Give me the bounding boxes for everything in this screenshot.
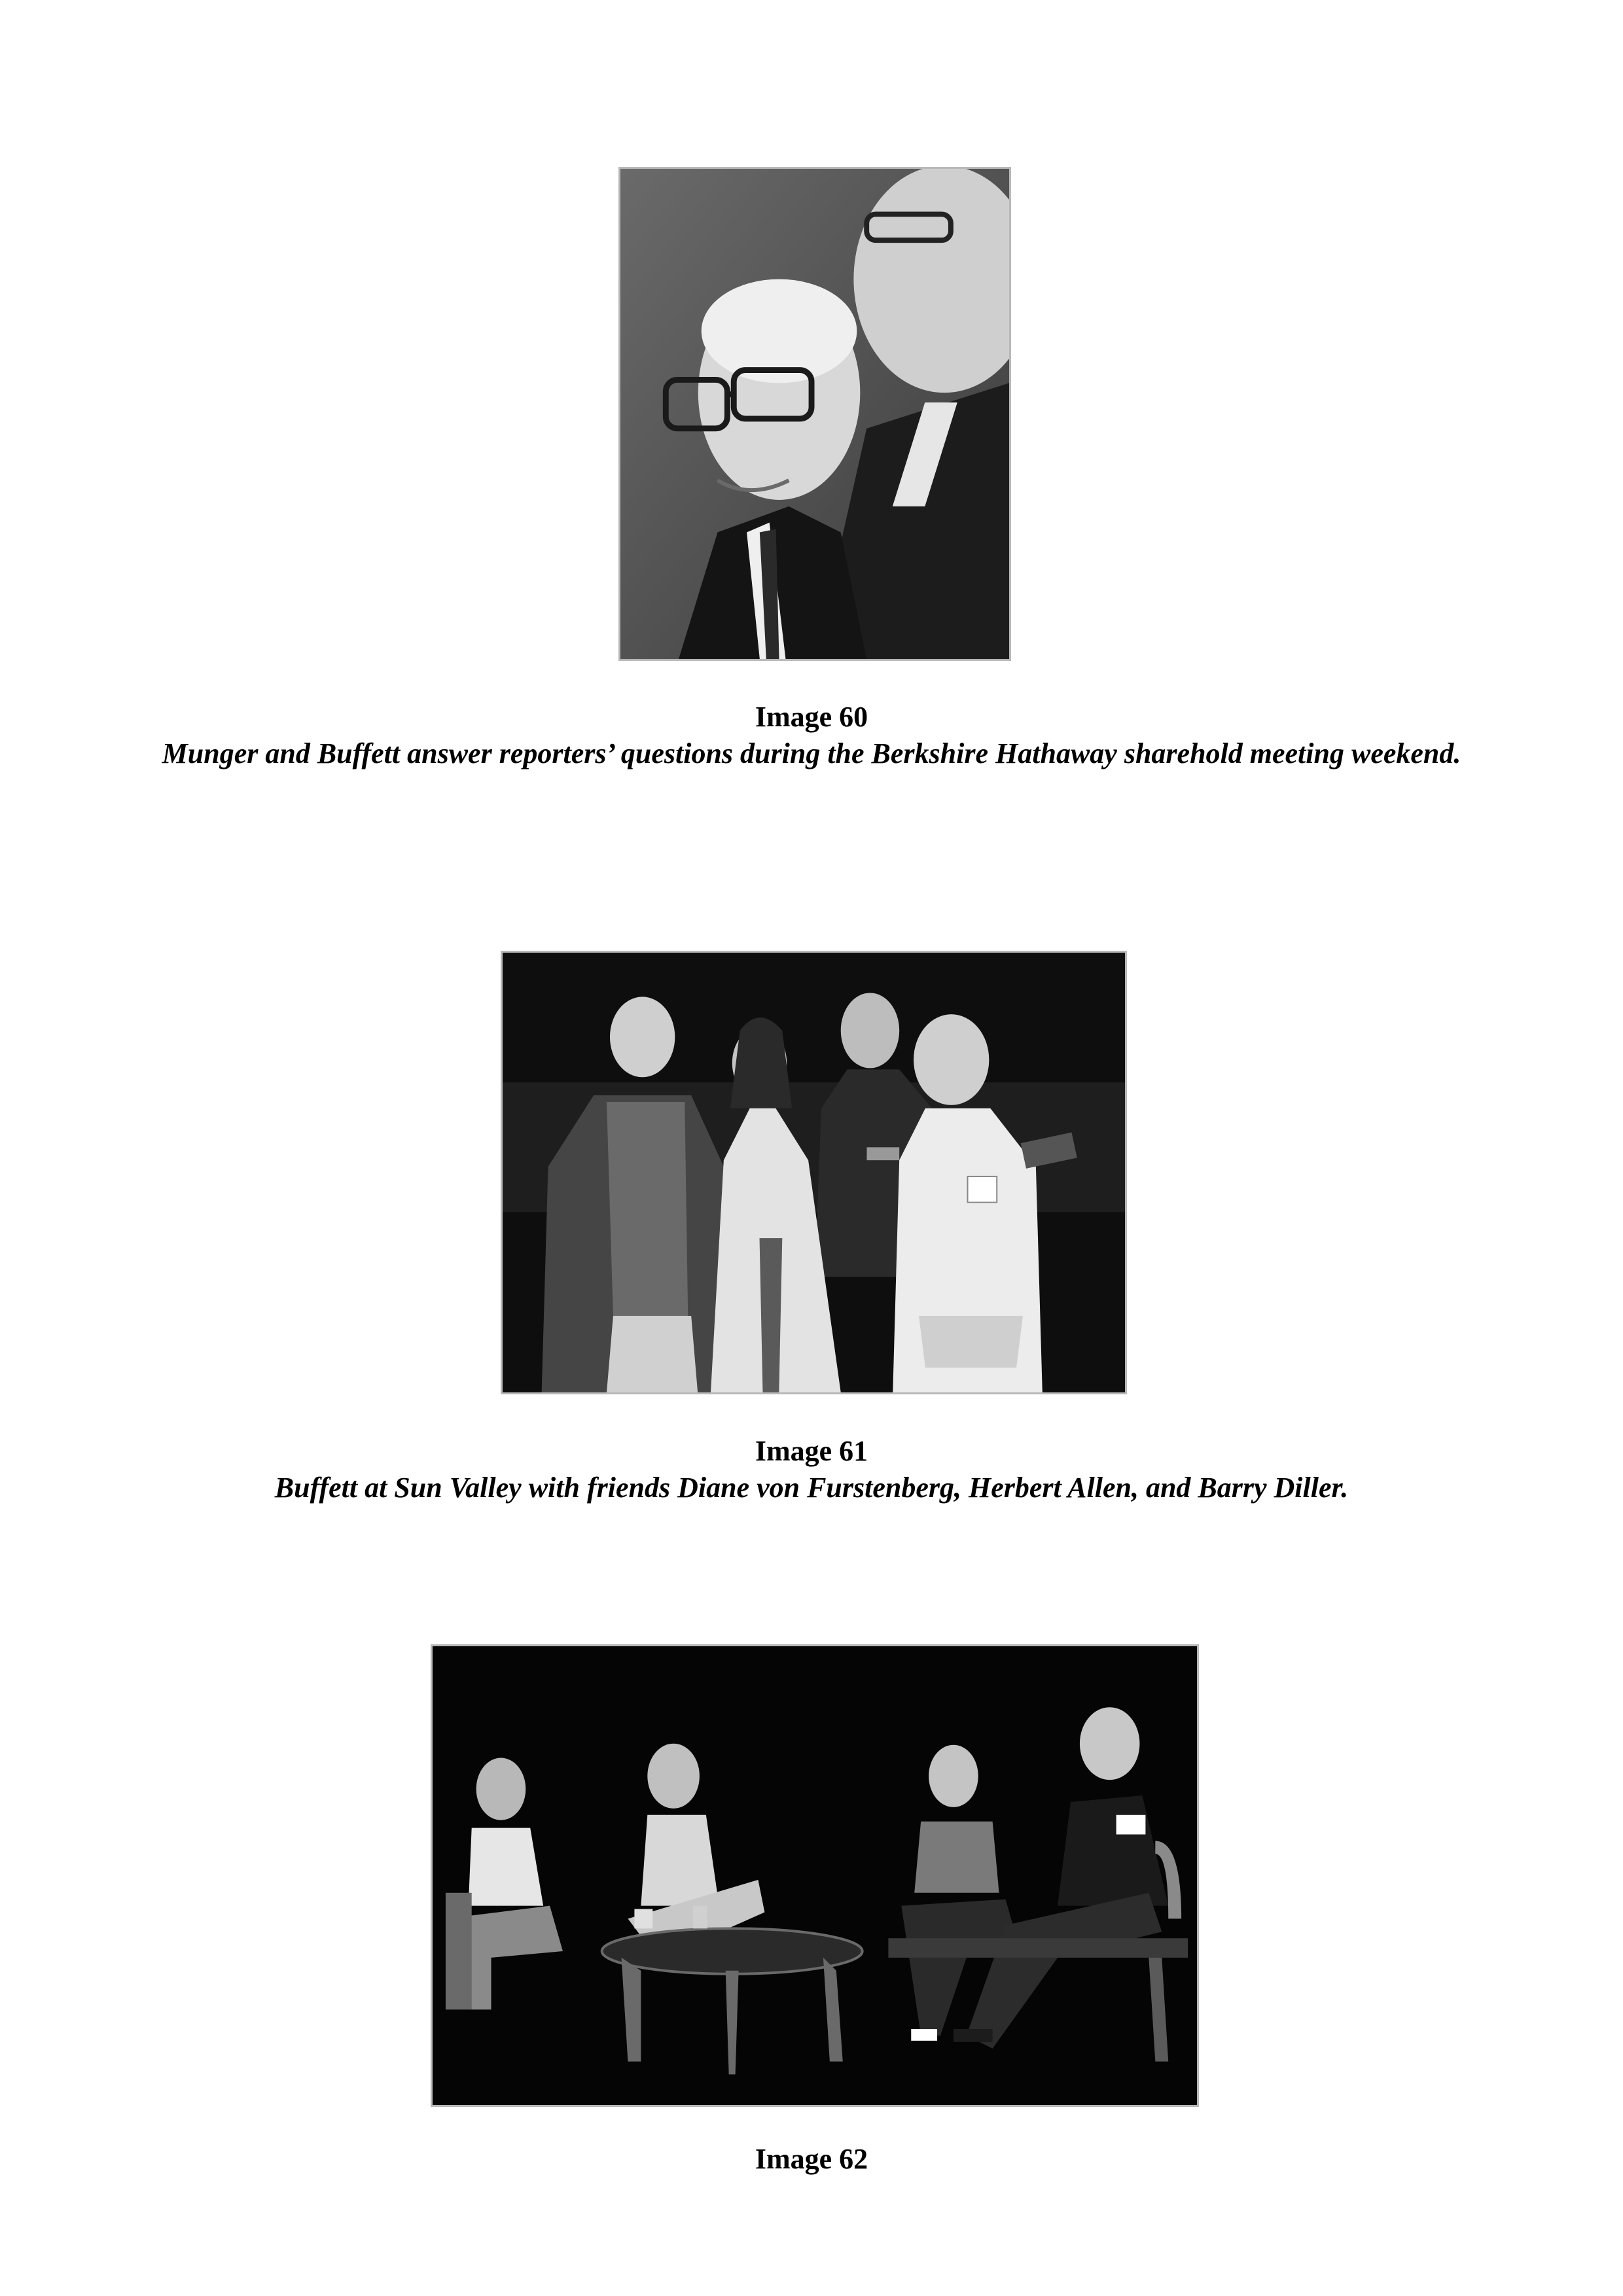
photo-sun-valley-friends: [501, 951, 1127, 1394]
photo-62-graphic: [433, 1646, 1197, 2105]
figure-60-label: Image 60: [755, 701, 868, 733]
photo-61-graphic: [503, 953, 1125, 1392]
figure-61-label: Image 61: [755, 1435, 868, 1467]
photo-60-graphic: [620, 169, 1009, 659]
figure-62-label: Image 62: [755, 2143, 868, 2175]
figure-60-caption: Munger and Buffett answer reporters’ questions during the Berkshire Hathaway sharehold meeting weekend.: [162, 737, 1461, 769]
figure-61-caption: Buffett at Sun Valley with friends Diane von Furstenberg, Herbert Allen, and Barry Diller.: [274, 1472, 1349, 1504]
photo-stage-panel: [431, 1644, 1199, 2107]
photo-munger-buffett: [618, 167, 1011, 661]
